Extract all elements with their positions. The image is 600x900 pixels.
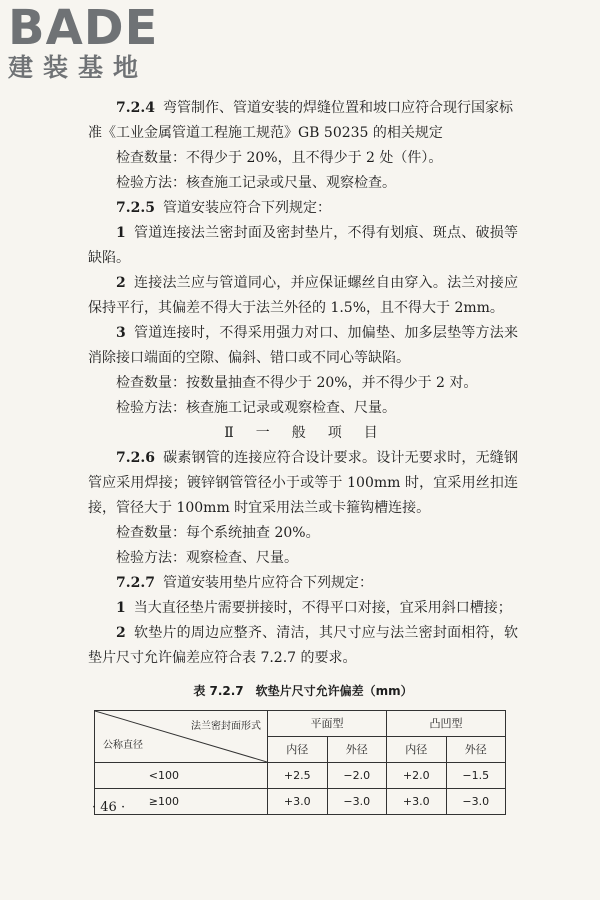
inspection-method: 检验方法：观察检查、尺量。 <box>116 550 298 566</box>
logo-tagline: 建装基地 <box>8 53 149 82</box>
gasket-tolerance-table <box>94 710 506 815</box>
group-header-convex-concave: 凸凹型 <box>387 711 506 737</box>
clause-number: 7.2.7 <box>116 575 155 591</box>
nominal-diameter-label: 公称直径 <box>103 740 143 751</box>
table-cell: +3.0 <box>268 789 328 815</box>
inspection-quantity: 检查数量：不得少于 20%，且不得少于 2 处（件）。 <box>116 150 443 166</box>
clause-number: 7.2.4 <box>116 100 155 116</box>
list-item: 2 软垫片的周边应整齐、清洁，其尺寸应与法兰密封面相符，软垫片尺寸允许偏差应符合表 7.2.7 的要求。 <box>88 625 518 666</box>
inspection-quantity: 检查数量：每个系统抽查 20%。 <box>116 525 320 541</box>
diagonal-header-cell <box>95 711 268 763</box>
subheader-cell: 外径 <box>446 737 506 763</box>
inspection-quantity: 检查数量：按数量抽查不得少于 20%，并不得少于 2 对。 <box>116 375 478 391</box>
table-row <box>95 763 506 789</box>
table-cell: −1.5 <box>446 763 506 789</box>
list-item: 1 当大直径垫片需要拼接时，不得平口对接，宜采用斜口槽接； <box>116 600 512 616</box>
page-number: · 46 · <box>92 800 126 815</box>
clause-7-2-4-line1: 7.2.4 弯管制作、管道安装的焊缝位置和坡口应符合现行国家标 <box>116 100 513 116</box>
list-item: 2 连接法兰应与管道同心，并应保证螺丝自由穿入。法兰对接应保持平行，其偏差不得大于法兰外径的 1.5%，且不得大于 2mm。 <box>88 275 518 316</box>
group-header-flat: 平面型 <box>268 711 387 737</box>
section-heading: Ⅱ 一 般 项 目 <box>224 425 382 441</box>
subheader-cell: 内径 <box>268 737 328 763</box>
table-cell: +2.5 <box>268 763 328 789</box>
table-header-row <box>95 711 506 737</box>
table-cell: −3.0 <box>327 789 387 815</box>
row-label: <100 <box>95 763 268 789</box>
table-cell: +3.0 <box>387 789 447 815</box>
table-cell: +2.0 <box>387 763 447 789</box>
inspection-method: 检验方法：核查施工记录或尺量、观察检查。 <box>116 175 396 191</box>
document-body <box>88 96 518 815</box>
table-title: 表 7.2.7 软垫片尺寸允许偏差（mm） <box>193 684 413 698</box>
subheader-cell: 外径 <box>327 737 387 763</box>
table-row <box>95 789 506 815</box>
clause-7-2-7-title: 7.2.7 管道安装用垫片应符合下列规定： <box>116 575 373 591</box>
list-item: 1 管道连接法兰密封面及密封垫片，不得有划痕、斑点、破损等缺陷。 <box>88 225 518 266</box>
list-item: 3 管道连接时，不得采用强力对口、加偏垫、加多层垫等方法来消除接口端面的空隙、偏斜、错口或不同心等缺陷。 <box>88 325 518 366</box>
brand-logo <box>8 2 208 82</box>
clause-number: 7.2.5 <box>116 200 155 216</box>
subheader-cell: 内径 <box>387 737 447 763</box>
inspection-method: 检验方法：核查施工记录或观察检查、尺量。 <box>116 400 396 416</box>
table-cell: −2.0 <box>327 763 387 789</box>
clause-7-2-5-title: 7.2.5 管道安装应符合下列规定： <box>116 200 331 216</box>
clause-7-2-4-line2: 准《工业金属管道工程施工规范》GB 50235 的相关规定 <box>88 125 443 141</box>
flange-face-type-label: 法兰密封面形式 <box>191 721 261 732</box>
clause-number: 7.2.6 <box>116 450 155 466</box>
logo-brand-text: BADE <box>8 0 159 56</box>
table-cell: −3.0 <box>446 789 506 815</box>
clause-7-2-6: 7.2.6 碳素钢管的连接应符合设计要求。设计无要求时，无缝钢管应采用焊接；镀锌钢管管径小于或等于 100mm 时，宜采用丝扣连接，管径大于 100mm 时宜采用法兰或卡箍钩槽连接。 <box>88 450 518 516</box>
row-label: ≥100 <box>95 789 268 815</box>
